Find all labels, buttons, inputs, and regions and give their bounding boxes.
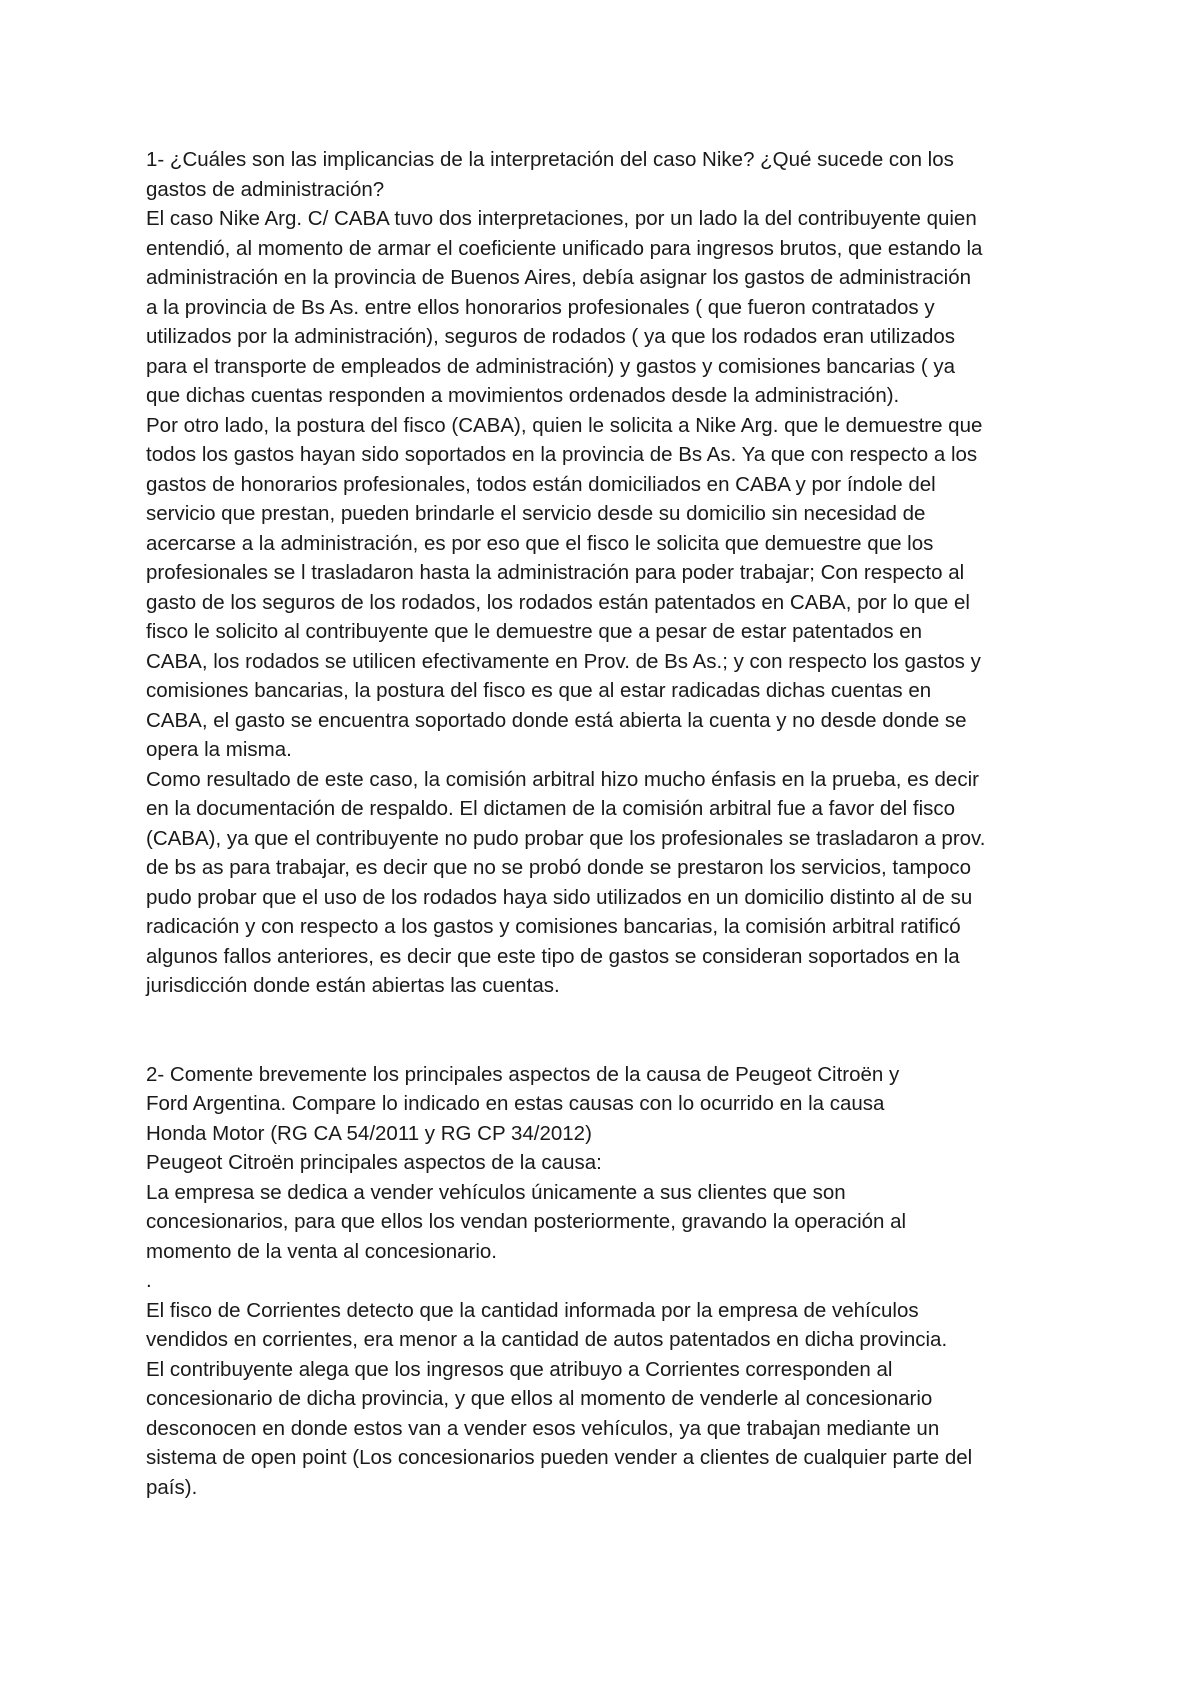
text-line: CABA, los rodados se utilicen efectivamente en Prov. de Bs As.; y con respecto los gastos y	[146, 649, 981, 673]
text-line: Peugeot Citroën principales aspectos de la causa:	[146, 1151, 602, 1174]
text-line: comisiones bancarias, la postura del fisco es que al estar radicadas dichas cuentas en	[146, 679, 932, 702]
section-2	[146, 1060, 1076, 1503]
text-line: momento de la venta al concesionario.	[146, 1239, 497, 1263]
text-line: fisco le solicito al contribuyente que le demuestre que a pesar de estar patentados en	[146, 620, 923, 643]
text-line: CABA, el gasto se encuentra soportado donde está abierta la cuenta y no desde donde se	[146, 708, 967, 732]
text-line: 1- ¿Cuáles son las implicancias de la interpretación del caso Nike? ¿Qué sucede con los	[146, 148, 954, 171]
text-line: pudo probar que el uso de los rodados haya sido utilizados en un domicilio distinto al de su	[146, 885, 973, 909]
text-line: (CABA), ya que el contribuyente no pudo probar que los profesionales se trasladaron a prov.	[146, 826, 986, 850]
section-1-answer	[146, 204, 1076, 1001]
text-line: en la documentación de respaldo. El dictamen de la comisión arbitral fue a favor del fisco	[146, 797, 956, 820]
text-line: a la provincia de Bs As. entre ellos honorarios profesionales ( que fueron contratados y	[146, 295, 935, 319]
text-line: Por otro lado, la postura del fisco (CABA), quien le solicita a Nike Arg. que le demuestre que	[146, 413, 983, 437]
text-line: gasto de los seguros de los rodados, los rodados están patentados en CABA, por lo que el	[146, 590, 970, 614]
text-line: Ford Argentina. Compare lo indicado en estas causas con lo ocurrido en la causa	[146, 1092, 885, 1115]
text-line: profesionales se l trasladaron hasta la administración para poder trabajar; Con respecto al	[146, 561, 965, 584]
text-line: que dichas cuentas responden a movimientos ordenados desde la administración).	[146, 384, 900, 407]
text-line: sistema de open point (Los concesionarios pueden vender a clientes de cualquier parte del	[146, 1446, 973, 1469]
text-line: desconocen en donde estos van a vender esos vehículos, ya que trabajan mediante un	[146, 1416, 940, 1440]
text-line: jurisdicción donde están abiertas las cuentas.	[146, 974, 560, 997]
text-line: concesionario de dicha provincia, y que ellos al momento de venderle al concesionario	[146, 1387, 933, 1410]
text-line: opera la misma.	[146, 738, 292, 761]
section-spacer	[146, 1001, 1076, 1060]
text-line: concesionarios, para que ellos los vendan posteriormente, gravando la operación al	[146, 1210, 907, 1233]
text-line: país).	[146, 1475, 198, 1499]
section-1	[146, 145, 1076, 1001]
text-line: El contribuyente alega que los ingresos que atribuyo a Corrientes corresponden al	[146, 1357, 893, 1381]
text-line: administración en la provincia de Buenos Aires, debía asignar los gastos de administración	[146, 266, 972, 289]
text-line: servicio que prestan, pueden brindarle el servicio desde su domicilio sin necesidad de	[146, 502, 926, 525]
text-line: El fisco de Corrientes detecto que la cantidad informada por la empresa de vehículos	[146, 1298, 919, 1322]
text-line: radicación y con respecto a los gastos y comisiones bancarias, la comisión arbitral ratificó	[146, 915, 961, 938]
section-2-answer	[146, 1148, 1076, 1502]
text-line: utilizados por la administración), seguros de rodados ( ya que los rodados eran utilizados	[146, 325, 956, 348]
text-line: Como resultado de este caso, la comisión arbitral hizo mucho énfasis en la prueba, es decir	[146, 767, 979, 791]
text-line: El caso Nike Arg. C/ CABA tuvo dos interpretaciones, por un lado la del contribuyente quien	[146, 207, 977, 230]
text-line: Honda Motor (RG CA 54/2011 y RG CP 34/2012)	[146, 1121, 592, 1145]
text-line: algunos fallos anteriores, es decir que este tipo de gastos se consideran soportados en la	[146, 944, 960, 968]
text-line: gastos de administración?	[146, 177, 385, 201]
text-line: vendidos en corrientes, era menor a la cantidad de autos patentados en dicha provincia.	[146, 1328, 948, 1351]
text-line: todos los gastos hayan sido soportados en la provincia de Bs As. Ya que con respecto a los	[146, 443, 978, 466]
text-line: acercarse a la administración, es por eso que el fisco le solicita que demuestre que los	[146, 531, 934, 555]
text-line: La empresa se dedica a vender vehículos únicamente a sus clientes que son	[146, 1180, 846, 1204]
section-2-question	[146, 1060, 1076, 1149]
document-body	[146, 145, 1076, 1502]
text-line: 2- Comente brevemente los principales aspectos de la causa de Peugeot Citroën y	[146, 1062, 900, 1086]
section-1-question	[146, 145, 1076, 204]
text-line: .	[146, 1269, 152, 1292]
text-line: gastos de honorarios profesionales, todos están domiciliados en CABA y por índole del	[146, 472, 936, 496]
text-line: para el transporte de empleados de administración) y gastos y comisiones bancarias ( ya	[146, 354, 956, 378]
text-line: de bs as para trabajar, es decir que no se probó donde se prestaron los servicios, tampoco	[146, 856, 972, 879]
text-line: entendió, al momento de armar el coeficiente unificado para ingresos brutos, que estando la	[146, 236, 983, 260]
